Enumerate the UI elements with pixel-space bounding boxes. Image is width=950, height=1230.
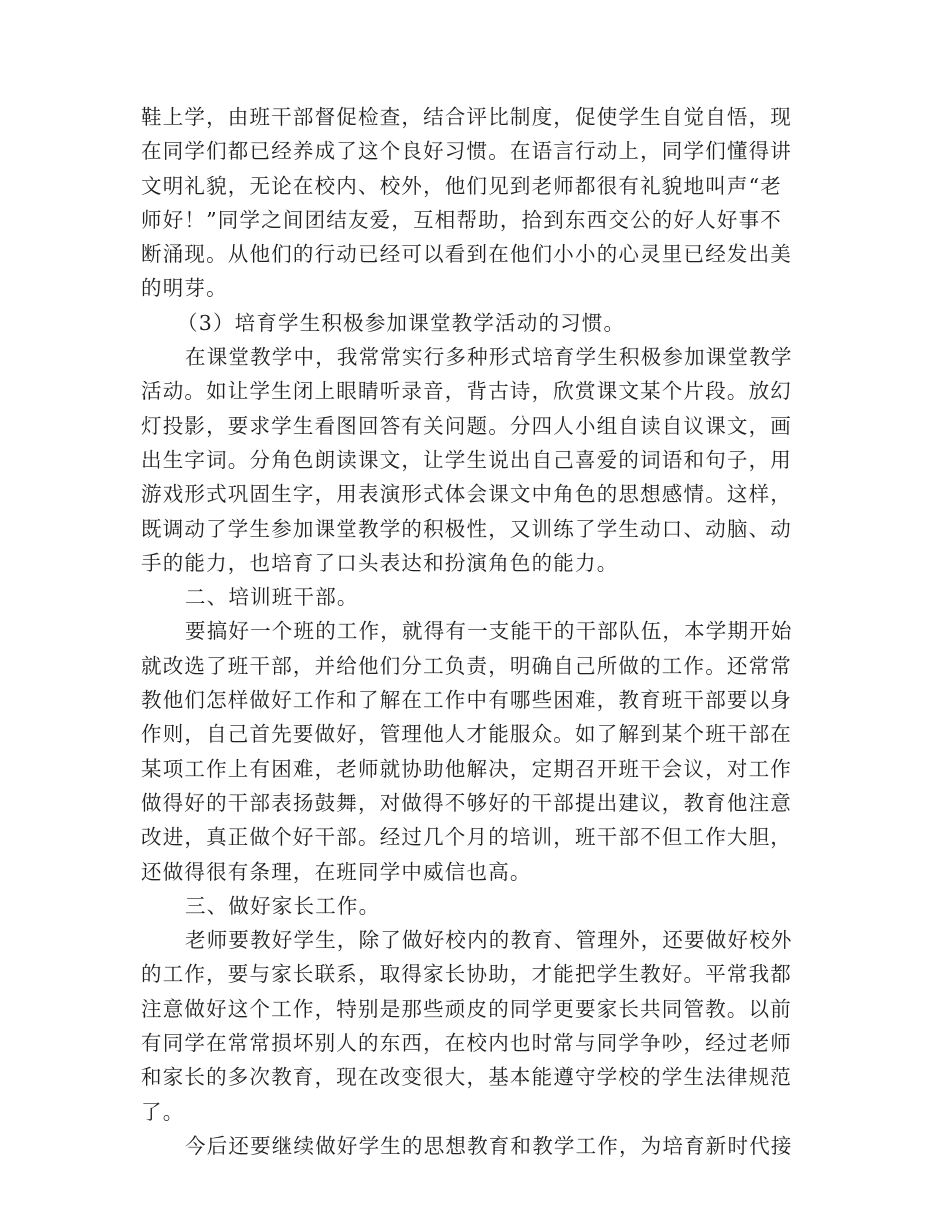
paragraph-line: 文明礼貌，无论在校内、校外，他们见到老师都很有礼貌地叫声“老 [141,173,782,198]
paragraph-line: 有同学在常常损坏别人的东西，在校内也时常与同学争吵，经过老师 [141,1031,792,1056]
paragraph-line: 做得好的干部表扬鼓舞，对做得不够好的干部提出建议，教育他注意 [141,790,792,815]
paragraph-line: 鞋上学，由班干部督促检查，结合评比制度，促使学生自觉自悟，现 [141,105,792,129]
paragraph-line: 断涌现。从他们的行动已经可以看到在他们小小的心灵里已经发出美 [141,242,792,267]
paragraph-line: 在课堂教学中，我常常实行多种形式培育学生积极参加课堂教学 [185,345,793,370]
paragraph-line: 灯投影，要求学生看图回答有关问题。分四人小组自读自议课文，画 [141,413,792,438]
paragraph-line: 就改选了班干部，并给他们分工负责，明确自己所做的工作。还常常 [141,653,792,678]
paragraph-line: 在同学们都已经养成了这个良好习惯。在语言行动上，同学们懂得讲 [141,139,792,164]
paragraph-line: 师好！”同学之间团结友爱，互相帮助，拾到东西交公的好人好事不 [141,207,782,232]
paragraph-line: 手的能力，也培育了口头表达和扮演角色的能力。 [141,550,619,575]
paragraph-line: 游戏形式巩固生字，用表演形式体会课文中角色的思想感情。这样， [141,482,792,507]
paragraph-line: 还做得很有条理，在班同学中威信也高。 [141,859,532,884]
paragraph-line: 了。 [141,1099,185,1124]
paragraph-line: 教他们怎样做好工作和了解在工作中有哪些困难，教育班干部要以身 [141,688,792,713]
subsection-heading: （3）培育学生积极参加课堂教学活动的习惯。 [177,310,626,335]
paragraph-line: 注意做好这个工作，特别是那些顽皮的同学更要家长共同管教。以前 [141,996,792,1021]
paragraph-line: 的明芽。 [141,276,228,301]
paragraph-line: 要搞好一个班的工作，就得有一支能干的干部队伍，本学期开始 [185,619,793,644]
section-heading: 三、做好家长工作。 [185,893,381,918]
document-body [141,100,801,1163]
paragraph-line: 某项工作上有困难，老师就协助他解决，定期召开班干会议，对工作 [141,756,792,781]
paragraph-line: 今后还要继续做好学生的思想教育和教学工作，为培育新时代接 [185,1133,793,1158]
paragraph-line: 出生字词。分角色朗读课文，让学生说出自己喜爱的词语和句子，用 [141,447,792,472]
paragraph-line: 既调动了学生参加课堂教学的积极性，又训练了学生动口、动脑、动 [141,516,792,541]
section-heading: 二、培训班干部。 [185,585,359,610]
paragraph-line: 改进，真正做个好干部。经过几个月的培训，班干部不但工作大胆， [141,825,792,850]
paragraph-line: 和家长的多次教育，现在改变很大，基本能遵守学校的学生法律规范 [141,1065,792,1090]
paragraph-line: 活动。如让学生闭上眼睛听录音，背古诗，欣赏课文某个片段。放幻 [141,379,792,404]
paragraph-line: 作则，自己首先要做好，管理他人才能服众。如了解到某个班干部在 [141,722,792,747]
paragraph-line: 老师要教好学生，除了做好校内的教育、管理外，还要做好校外 [185,928,793,953]
paragraph-line: 的工作，要与家长联系，取得家长协助，才能把学生教好。平常我都 [141,962,792,987]
